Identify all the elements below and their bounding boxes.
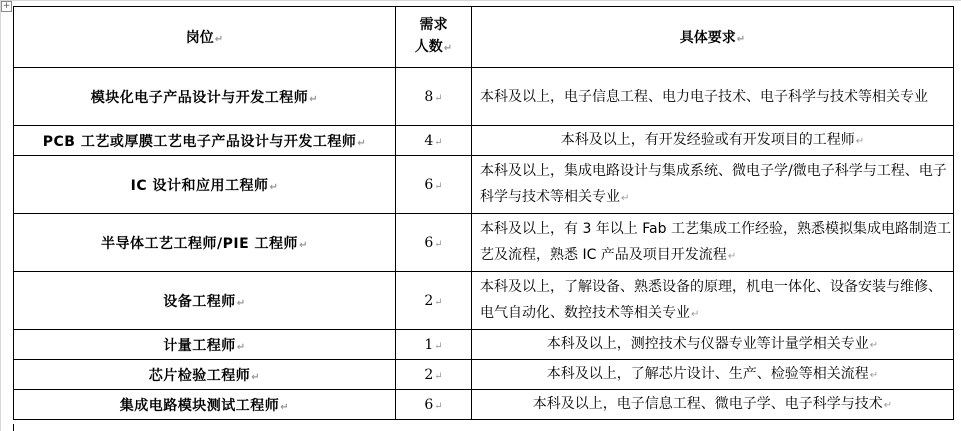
table-row <box>14 214 954 272</box>
requirement-cell[interactable]: 本科及以上，了解芯片设计、生产、检验等相关流程↵ <box>472 360 954 390</box>
count-cell: 6↵ <box>396 214 472 272</box>
header-position: 岗位↵ <box>14 7 396 68</box>
position-cell: 集成电路模块测试工程师↵ <box>14 390 396 420</box>
position-cell: IC 设计和应用工程师↵ <box>14 156 396 214</box>
count-cell: 2↵ <box>396 272 472 330</box>
page-edge-top <box>0 0 961 1</box>
paragraph-mark-icon: ↵ <box>869 339 879 351</box>
paragraph-mark-icon: ↵ <box>214 34 224 45</box>
paragraph-mark-icon: ↵ <box>443 43 453 54</box>
paragraph-mark-icon: ↵ <box>299 239 308 251</box>
table-row <box>14 330 954 360</box>
position-cell: 半导体工艺工程师/PIE 工程师↵ <box>14 214 396 272</box>
requirement-cell[interactable]: 本科及以上，集成电路设计与集成系统、微电子学/微电子科学与工程、电子科学与技术等相关专业↵ <box>472 156 954 214</box>
paragraph-mark-icon: ↵ <box>434 136 443 148</box>
paragraph-mark-icon: ↵ <box>269 181 279 193</box>
paragraph-mark-icon: ↵ <box>727 250 737 262</box>
requirement-cell[interactable]: 本科及以上，测控技术与仪器专业等计量学相关专业↵ <box>472 330 954 360</box>
table-row <box>14 126 954 156</box>
header-requirements: 具体要求↵ <box>472 7 954 68</box>
paragraph-mark-icon: ↵ <box>434 370 443 382</box>
paragraph-mark-icon: ↵ <box>736 34 746 45</box>
paragraph-mark-icon: ↵ <box>309 93 319 105</box>
paragraph-mark-icon: ↵ <box>434 238 443 250</box>
paragraph-mark-icon: ↵ <box>691 308 700 320</box>
paragraph-mark-icon: ↵ <box>621 192 630 204</box>
count-cell: 1↵ <box>396 330 472 360</box>
position-cell: PCB 工艺或厚膜工艺电子产品设计与开发工程师↵ <box>14 126 396 156</box>
requirement-cell[interactable]: 本科及以上，电子信息工程、电力电子技术、电子科学与技术等相关专业 <box>472 68 954 126</box>
count-cell: 4↵ <box>396 126 472 156</box>
count-cell: 6↵ <box>396 390 472 420</box>
paragraph-mark-icon: ↵ <box>434 180 443 192</box>
paragraph-mark-icon: ↵ <box>434 340 443 352</box>
table-row <box>14 390 954 420</box>
table-row <box>14 360 954 390</box>
paragraph-mark-icon: ↵ <box>251 371 261 383</box>
paragraph-mark-icon: ↵ <box>855 135 865 147</box>
paragraph-mark-icon: ↵ <box>434 92 443 104</box>
count-cell: 2↵ <box>396 360 472 390</box>
paragraph-mark-icon: ↵ <box>434 400 443 412</box>
requirement-cell[interactable]: 本科及以上，电子信息工程、微电子学、电子科学与技术↵ <box>472 390 954 420</box>
requirement-cell[interactable]: 本科及以上，有开发经验或有开发项目的工程师↵ <box>472 126 954 156</box>
requirement-cell[interactable]: 本科及以上，有 3 年以上 Fab 工艺集成工作经验，熟悉模拟集成电路制造工艺及流程，熟悉 IC 产品及项目开发流程↵ <box>472 214 954 272</box>
table-header-row <box>14 7 954 68</box>
paragraph-mark-icon: ↵ <box>869 369 879 381</box>
job-requirements-table <box>13 6 954 420</box>
table-row <box>14 156 954 214</box>
count-cell: 6↵ <box>396 156 472 214</box>
move-handle-icon[interactable]: + <box>2 1 11 11</box>
paragraph-mark-icon: ↵ <box>236 297 246 309</box>
requirement-cell[interactable]: 本科及以上，了解设备、熟悉设备的原理，机电一体化、设备安装与维修、电气自动化、数控技术等相关专业↵ <box>472 272 954 330</box>
table-row <box>14 68 954 126</box>
paragraph-mark-icon: ↵ <box>434 296 443 308</box>
paragraph-mark-icon: ↵ <box>280 401 290 413</box>
table-continuation-rule <box>13 424 14 431</box>
count-cell: 8↵ <box>396 68 472 126</box>
header-count: 需求 人数↵ <box>396 7 472 68</box>
page-edge-left <box>0 0 1 431</box>
table-row <box>14 272 954 330</box>
paragraph-mark-icon: ↵ <box>236 341 246 353</box>
position-cell: 设备工程师↵ <box>14 272 396 330</box>
position-cell: 模块化电子产品设计与开发工程师↵ <box>14 68 396 126</box>
position-cell: 计量工程师↵ <box>14 330 396 360</box>
position-cell: 芯片检验工程师↵ <box>14 360 396 390</box>
paragraph-mark-icon: ↵ <box>357 137 367 149</box>
paragraph-mark-icon: ↵ <box>883 399 893 411</box>
